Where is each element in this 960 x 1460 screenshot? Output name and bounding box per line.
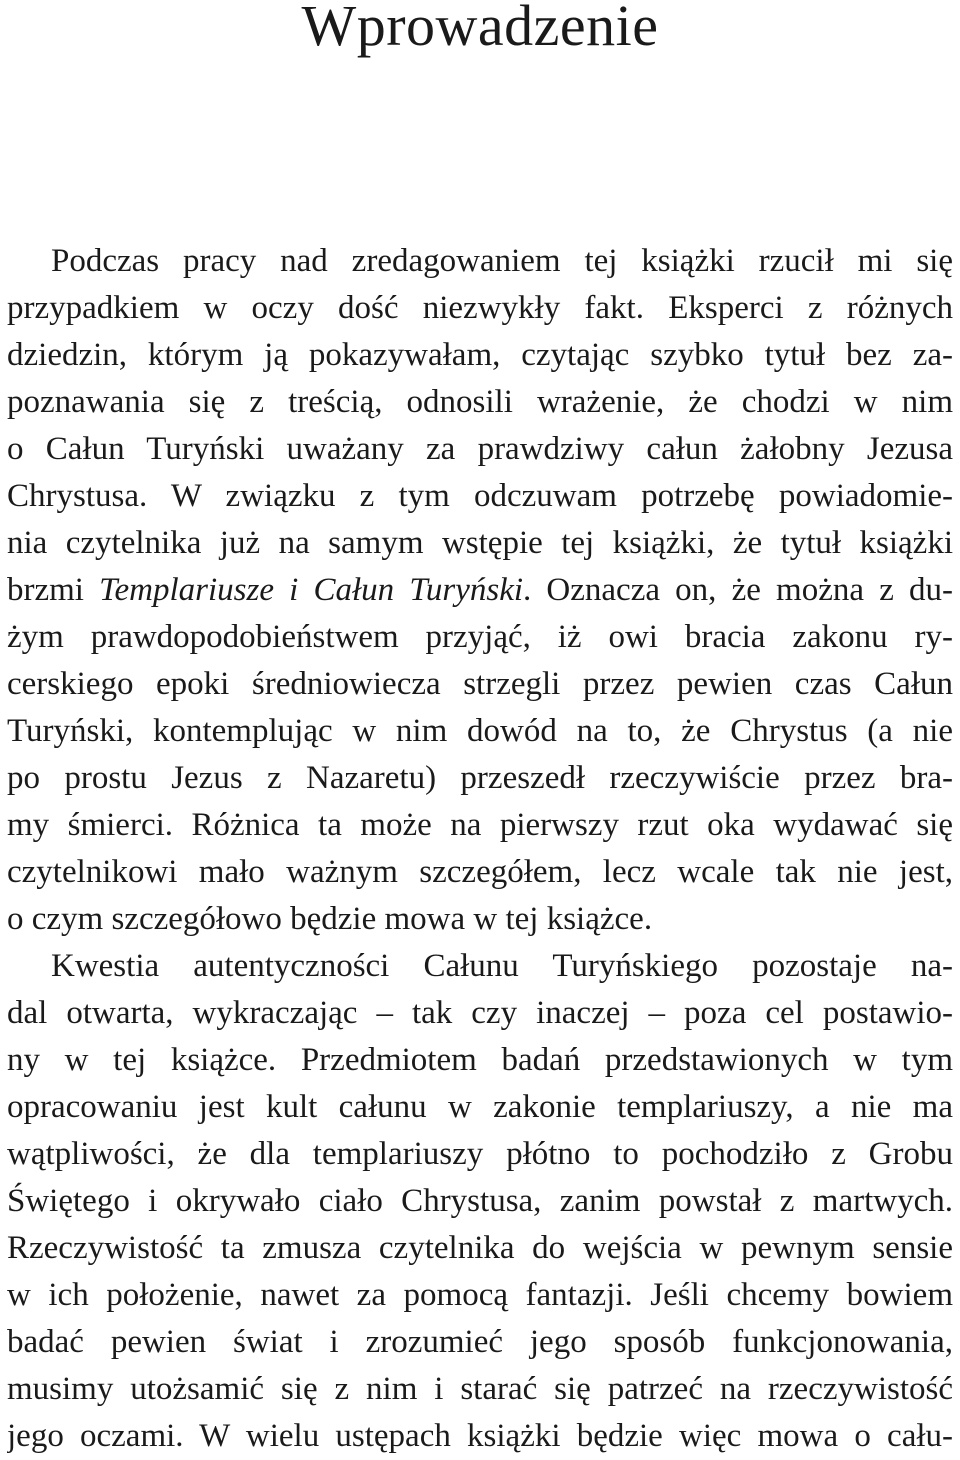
- chapter-title: Wprowadzenie: [301, 0, 659, 58]
- text-line: żym prawdopodobieństwem przyjąć, iż owi bracia zakonu ry-: [7, 619, 953, 655]
- text-line: ny w tej książce. Przedmiotem badań przedstawionych w tym: [7, 1042, 953, 1078]
- text-run: . Oznacza on, że można z du-: [523, 572, 953, 608]
- text-line: Rzeczywistość ta zmusza czytelnika do wejścia w pewnym sensie: [7, 1230, 953, 1266]
- text-line: dziedzin, którym ją pokazywałam, czytając szybko tytuł bez za-: [7, 337, 953, 373]
- text-line: wątpliwości, że dla templariuszy płótno to pochodziło z Grobu: [7, 1136, 953, 1172]
- text-line: badać pewien świat i zrozumieć jego sposób funkcjonowania,: [7, 1324, 953, 1360]
- paragraph: [7, 238, 953, 943]
- text-line: opracowaniu jest kult całunu w zakonie templariuszy, a nie ma: [7, 1089, 953, 1125]
- paragraph: [7, 943, 953, 1460]
- text-line: dal otwarta, wykraczając – tak czy inaczej – poza cel postawio-: [7, 995, 953, 1031]
- text-line: Podczas pracy nad zredagowaniem tej książki rzucił mi się: [51, 243, 953, 279]
- text-line: Turyński, kontemplując w nim dowód na to, że Chrystus (a nie: [7, 713, 953, 749]
- text-line: nia czytelnika już na samym wstępie tej książki, że tytuł książki: [7, 525, 953, 561]
- text-line: my śmierci. Różnica ta może na pierwszy rzut oka wydawać się: [7, 807, 953, 843]
- text-line: o czym szczegółowo będzie mowa w tej książce.: [7, 901, 653, 937]
- text-line: czytelnikowi mało ważnym szczegółem, lecz wcale tak nie jest,: [7, 854, 953, 890]
- text-line: poznawania się z treścią, odnosili wrażenie, że chodzi w nim: [7, 384, 953, 420]
- body-text: [7, 238, 953, 1460]
- text-line: jego oczami. W wielu ustępach książki będzie więc mowa o cału-: [7, 1418, 953, 1454]
- text-line: o Całun Turyński uważany za prawdziwy całun żałobny Jezusa: [7, 431, 953, 467]
- text-line: po prostu Jezus z Nazaretu) przeszedł rzeczywiście przez bra-: [7, 760, 953, 796]
- text-line: Chrystusa. W związku z tym odczuwam potrzebę powiadomie-: [7, 478, 953, 514]
- text-line: przypadkiem w oczy dość niezwykły fakt. Eksperci z różnych: [7, 290, 953, 326]
- book-title-italic: Templariusze i Całun Turyński: [99, 572, 524, 608]
- text-line: w ich położenie, nawet za pomocą fantazji. Jeśli chcemy bowiem: [7, 1277, 953, 1313]
- text-line: musimy utożsamić się z nim i starać się patrzeć na rzeczywistość: [7, 1371, 953, 1407]
- text-line: Kwestia autentyczności Całunu Turyńskiego pozostaje na-: [51, 948, 953, 984]
- text-line: cerskiego epoki średniowiecza strzegli przez pewien czas Całun: [7, 666, 953, 702]
- text-run: brzmi: [7, 572, 100, 608]
- text-line: Świętego i okrywało ciało Chrystusa, zanim powstał z martwych.: [7, 1183, 953, 1219]
- text-line: [7, 567, 953, 614]
